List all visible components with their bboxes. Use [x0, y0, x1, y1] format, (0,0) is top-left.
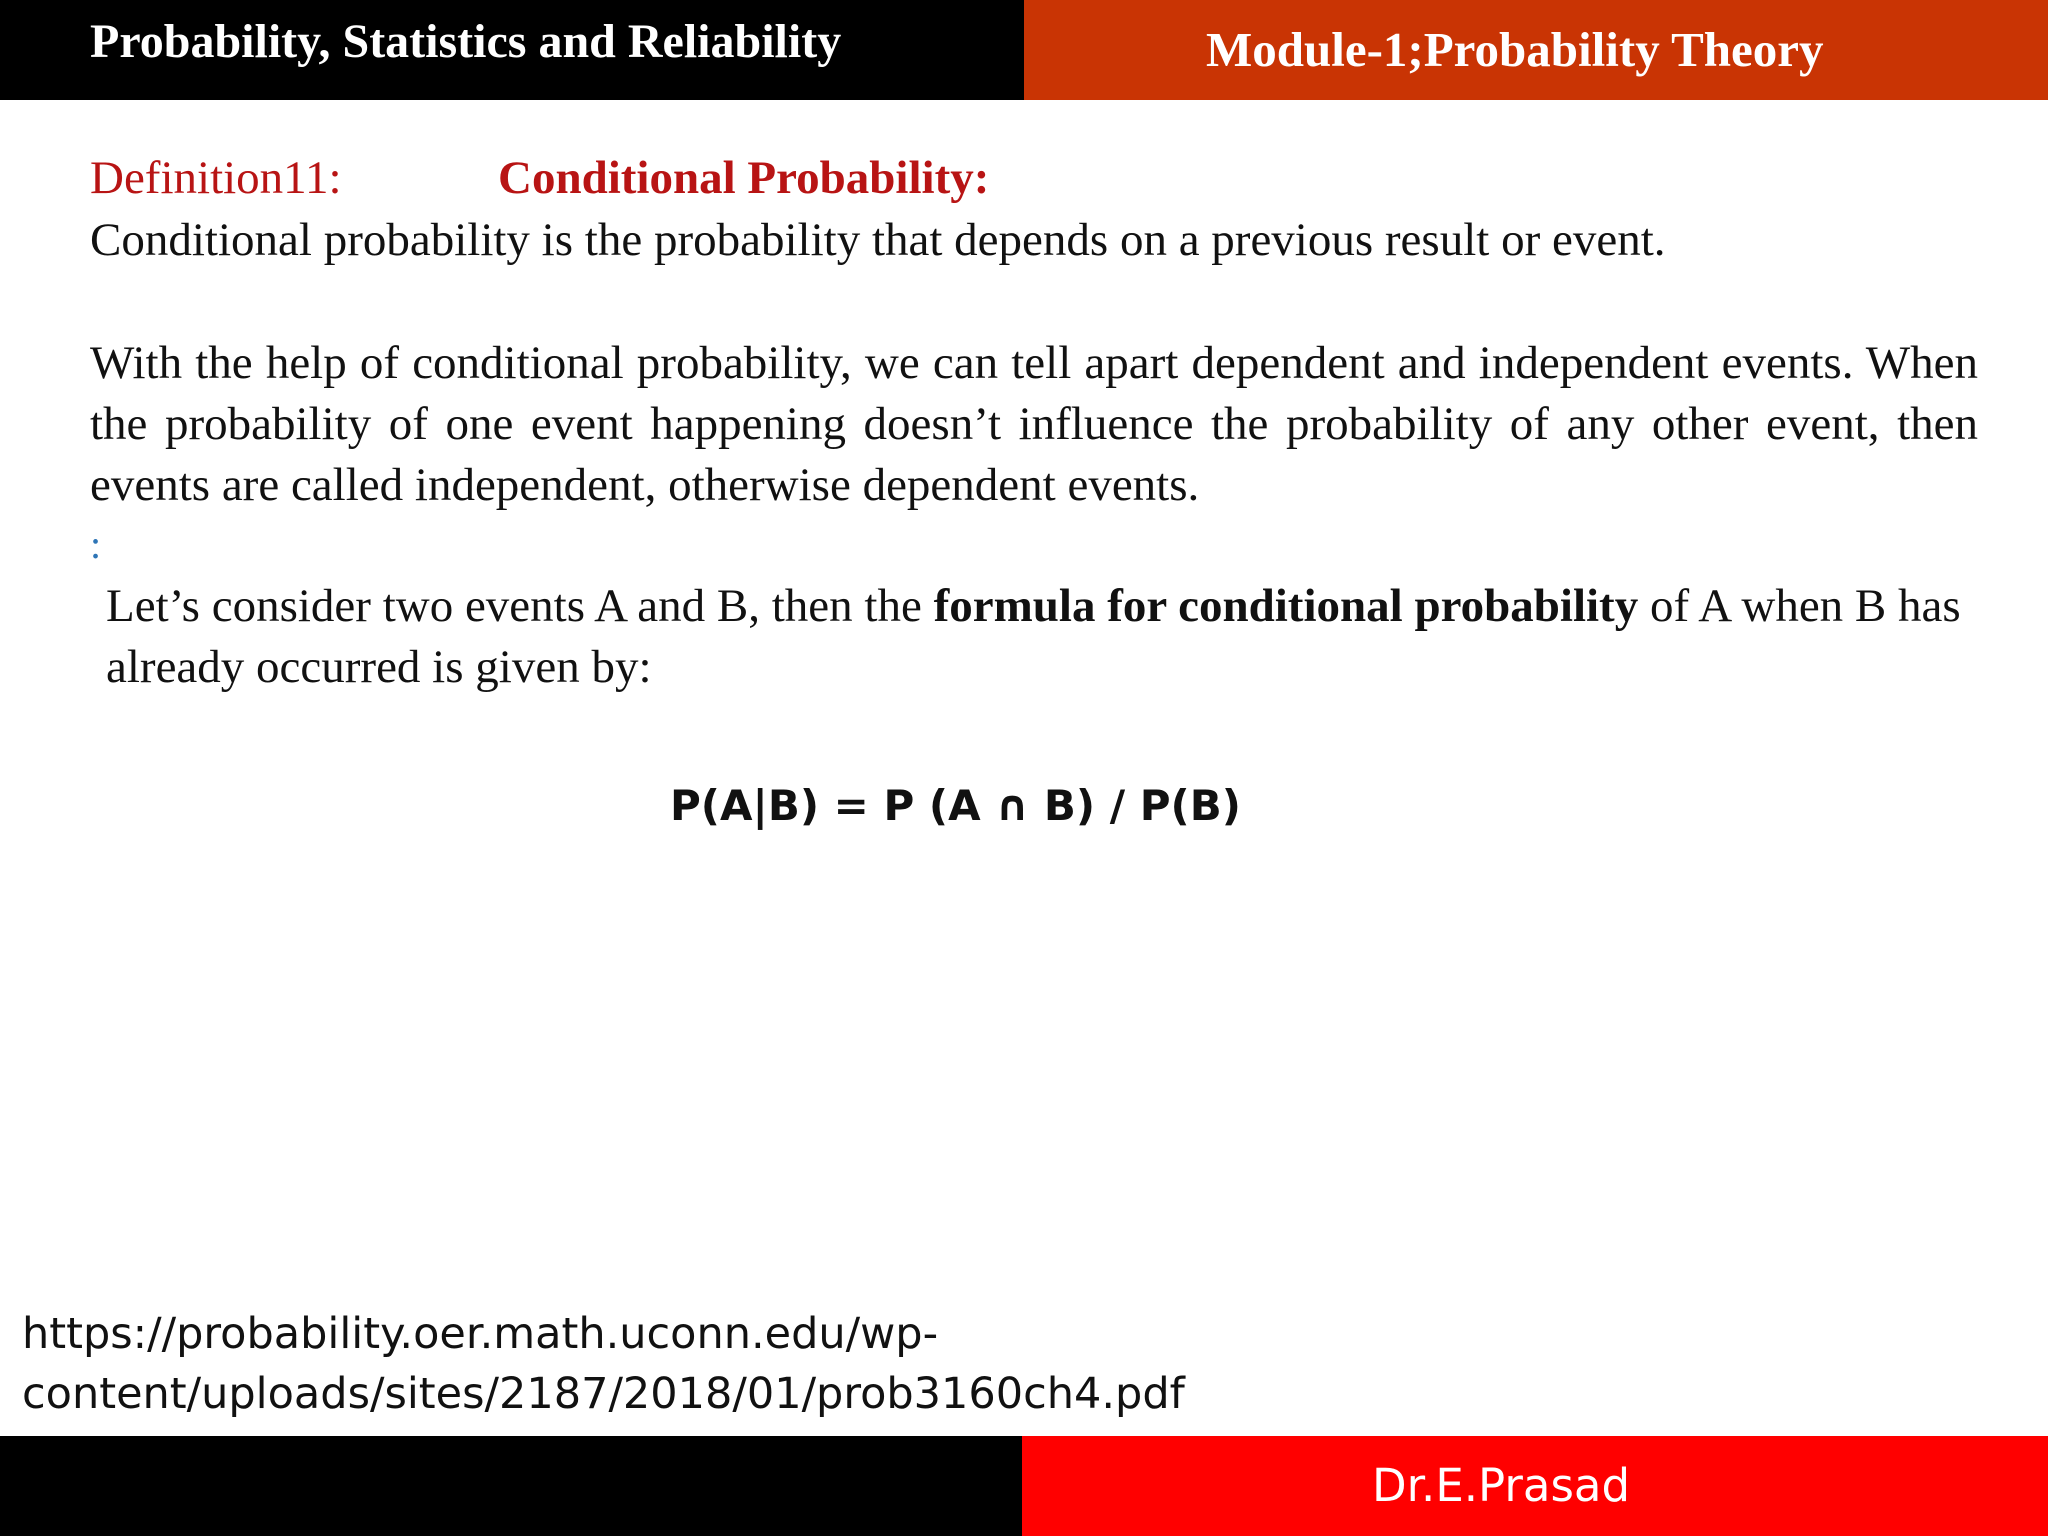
formula-intro-bold: formula for conditional probability: [933, 580, 1639, 632]
course-title: Probability, Statistics and Reliability: [90, 15, 842, 68]
header-bar-left: [0, 0, 1024, 100]
conditional-probability-formula: P(A|B) = P (A ∩ B) / P(B): [670, 781, 1241, 830]
definition-title: Conditional Probability:: [498, 152, 990, 204]
source-link[interactable]: [22, 1304, 1322, 1424]
formula-intro-before: Let’s consider two events A and B, then the: [106, 580, 934, 632]
module-title: Module-1;Probability Theory: [1206, 22, 1824, 77]
author-name: Dr.E.Prasad: [1372, 1459, 1631, 1512]
colon-mark: :: [90, 522, 102, 567]
definition-text: Conditional probability is the probability that depends on a previous result or event.: [90, 214, 1666, 266]
definition-label: Definition11:: [90, 152, 342, 204]
formula-intro: [106, 576, 1966, 698]
paragraph-independence: With the help of conditional probability, we can tell apart dependent and independent events. When the probability of one event happening doesn’t influence the probability of any other event, then events are called independent, otherwise dependent events.: [90, 337, 1978, 511]
source-link-line-2[interactable]: content/uploads/sites/2187/2018/01/prob3160ch4.pdf: [22, 1369, 1185, 1419]
formula-intro-after: of A when B has already occurred is given by:: [106, 580, 1961, 693]
source-link-line-1[interactable]: https://probability.oer.math.uconn.edu/wp-: [22, 1309, 939, 1359]
footer-bar-left: [0, 1436, 1022, 1536]
